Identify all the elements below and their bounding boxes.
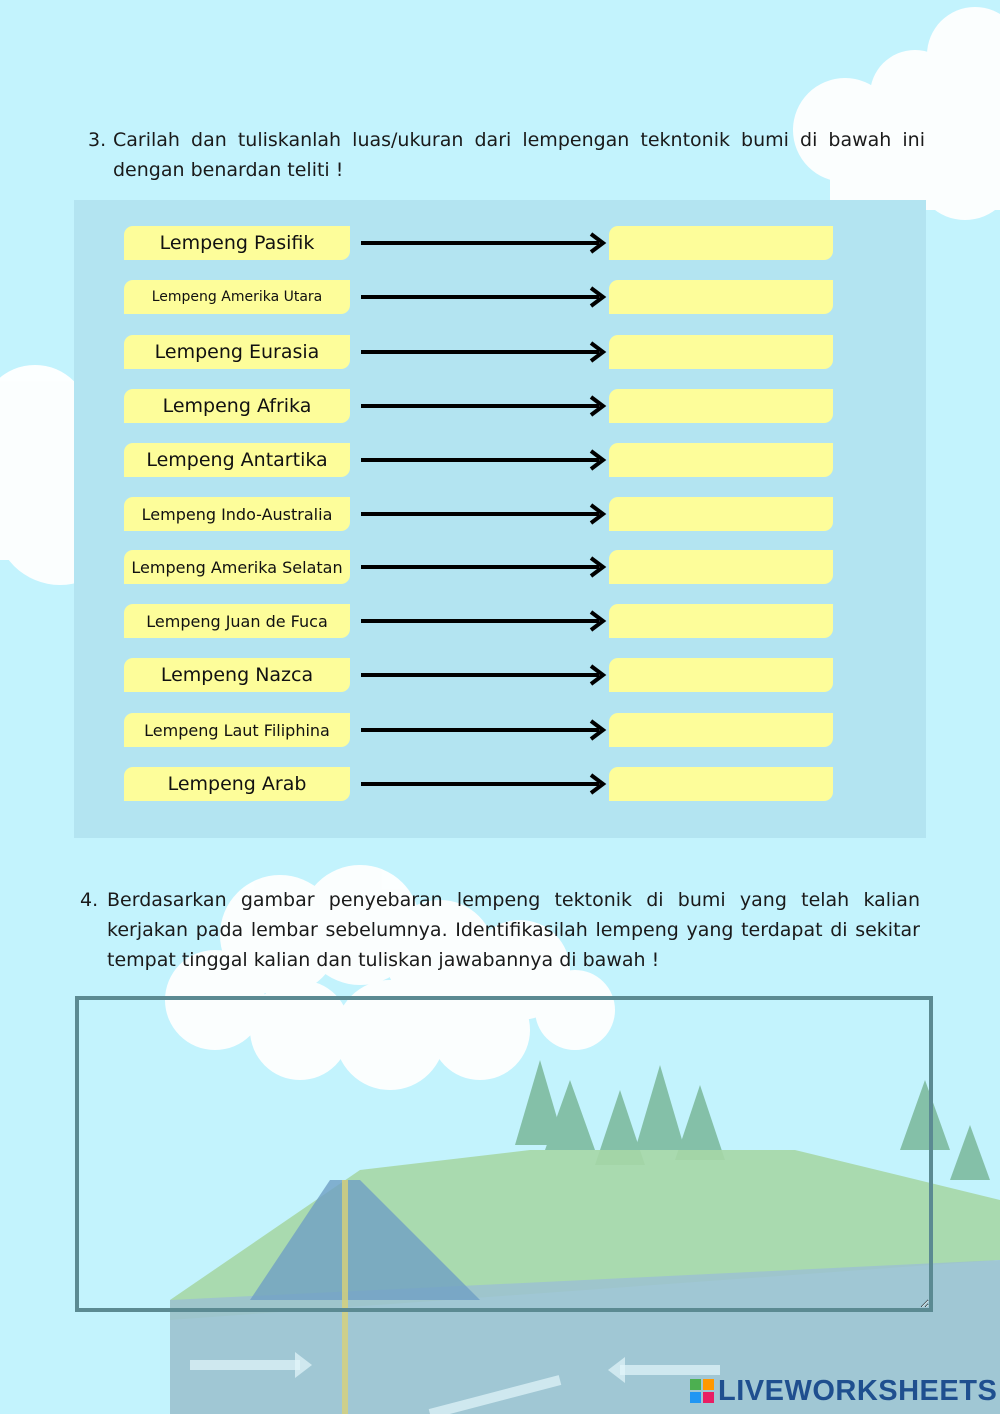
plate-row bbox=[74, 550, 926, 584]
arrow-right-icon bbox=[359, 340, 609, 364]
plate-answer-input[interactable] bbox=[609, 335, 833, 369]
plate-answer-input[interactable] bbox=[609, 713, 833, 747]
plate-row bbox=[74, 767, 926, 801]
question-4-text: Berdasarkan gambar penyebaran lempeng tektonik di bumi yang telah kalian kerjakan pada lembar sebelumnya. Identifikasilah lempeng yang terdapat di sekitar tempat tinggal kalian dan tuliskan jawabannya di bawah ! bbox=[107, 889, 920, 971]
plate-answer-input[interactable] bbox=[609, 658, 833, 692]
arrow-right-icon bbox=[359, 394, 609, 418]
plate-label: Lempeng Amerika Utara bbox=[124, 280, 350, 314]
plate-answer-input[interactable] bbox=[609, 604, 833, 638]
question-3 bbox=[88, 125, 925, 185]
plate-answer-input[interactable] bbox=[609, 226, 833, 260]
question-4-number: 4. bbox=[80, 889, 99, 911]
plate-answer-input[interactable] bbox=[609, 497, 833, 531]
question-3-text: Carilah dan tuliskanlah luas/ukuran dari lempengan tekntonik bumi di bawah ini dengan benardan teliti ! bbox=[113, 129, 925, 181]
plate-label: Lempeng Nazca bbox=[124, 658, 350, 692]
plate-row bbox=[74, 226, 926, 260]
plate-row bbox=[74, 335, 926, 369]
question-4-answer-area[interactable] bbox=[75, 996, 933, 1312]
plate-row bbox=[74, 713, 926, 747]
liveworksheets-branding bbox=[690, 1374, 997, 1408]
plate-row bbox=[74, 658, 926, 692]
plate-label: Lempeng Pasifik bbox=[124, 226, 350, 260]
arrow-right-icon bbox=[359, 718, 609, 742]
plate-answer-input[interactable] bbox=[609, 389, 833, 423]
arrow-right-icon bbox=[359, 448, 609, 472]
plate-answer-input[interactable] bbox=[609, 767, 833, 801]
arrow-right-icon bbox=[359, 609, 609, 633]
question-4 bbox=[80, 885, 920, 975]
plate-row bbox=[74, 389, 926, 423]
plate-row bbox=[74, 443, 926, 477]
plate-answer-input[interactable] bbox=[609, 550, 833, 584]
plate-label: Lempeng Amerika Selatan bbox=[124, 550, 350, 584]
plate-label: Lempeng Juan de Fuca bbox=[124, 604, 350, 638]
arrow-right-icon bbox=[359, 663, 609, 687]
question-3-number: 3. bbox=[88, 129, 107, 151]
plate-label: Lempeng Afrika bbox=[124, 389, 350, 423]
liveworksheets-logo-icon bbox=[690, 1379, 714, 1403]
plate-answer-input[interactable] bbox=[609, 443, 833, 477]
plate-label: Lempeng Laut Filiphina bbox=[124, 713, 350, 747]
arrow-right-icon bbox=[359, 502, 609, 526]
liveworksheets-wordmark: LIVEWORKSHEETS bbox=[718, 1374, 998, 1407]
plates-panel bbox=[74, 200, 926, 838]
arrow-right-icon bbox=[359, 231, 609, 255]
arrow-right-icon bbox=[359, 285, 609, 309]
plate-row bbox=[74, 604, 926, 638]
plate-label: Lempeng Antartika bbox=[124, 443, 350, 477]
plate-label: Lempeng Eurasia bbox=[124, 335, 350, 369]
plate-label: Lempeng Arab bbox=[124, 767, 350, 801]
arrow-right-icon bbox=[359, 555, 609, 579]
plate-label: Lempeng Indo-Australia bbox=[124, 497, 350, 531]
arrow-right-icon bbox=[359, 772, 609, 796]
plate-answer-input[interactable] bbox=[609, 280, 833, 314]
plate-row bbox=[74, 280, 926, 314]
plate-row bbox=[74, 497, 926, 531]
